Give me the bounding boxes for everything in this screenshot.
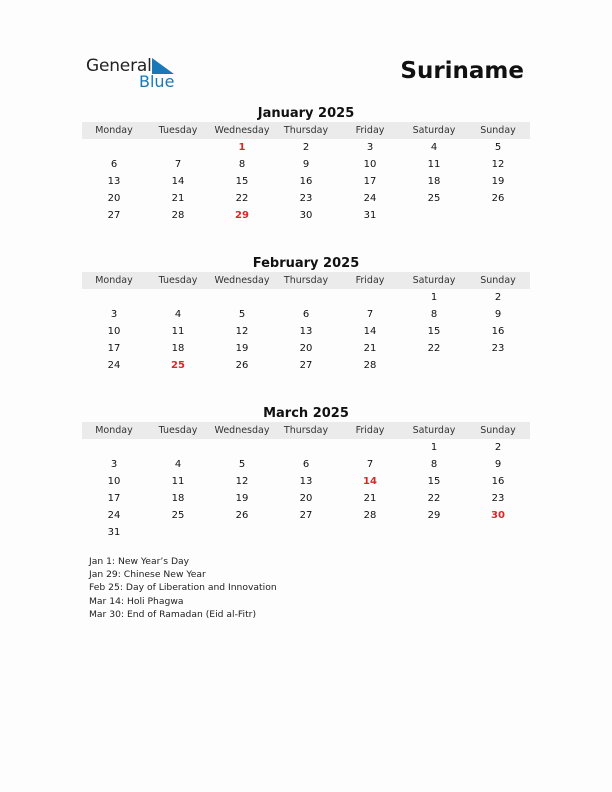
weekday-header: Monday — [82, 122, 146, 139]
month-january — [82, 106, 530, 224]
day-cell: 27 — [107, 210, 121, 221]
empty-day-cell — [338, 289, 402, 306]
day-cell: 25 — [171, 510, 185, 521]
day-cell: 3 — [366, 142, 374, 153]
day-cell: 28 — [363, 360, 377, 371]
day-cell: 27 — [299, 510, 313, 521]
day-cell: 9 — [494, 309, 502, 320]
day-cell: 15 — [235, 176, 249, 187]
day-cell: 8 — [430, 309, 438, 320]
day-cell: 17 — [363, 176, 377, 187]
day-cell: 11 — [171, 326, 185, 337]
empty-day-cell — [82, 139, 146, 156]
day-cell: 18 — [427, 176, 441, 187]
day-cell: 13 — [107, 176, 121, 187]
empty-day-cell — [146, 289, 210, 306]
weekday-header: Sunday — [466, 122, 530, 139]
day-cell: 20 — [299, 343, 313, 354]
day-cell: 4 — [174, 459, 182, 470]
day-cell: 28 — [171, 210, 185, 221]
weekday-header: Wednesday — [210, 122, 274, 139]
day-cell: 14 — [363, 326, 377, 337]
empty-day-cell — [338, 439, 402, 456]
day-cell: 30 — [299, 210, 313, 221]
day-cell: 26 — [235, 360, 249, 371]
holiday-notes — [89, 555, 277, 621]
weekday-header: Friday — [338, 422, 402, 439]
day-cell: 8 — [238, 159, 246, 170]
day-cell: 10 — [363, 159, 377, 170]
day-cell: 1 — [430, 442, 438, 453]
holiday-day-cell: 29 — [235, 210, 249, 221]
day-cell: 10 — [107, 476, 121, 487]
day-cell: 22 — [427, 493, 441, 504]
day-cell: 16 — [491, 326, 505, 337]
logo-word-blue: Blue — [139, 72, 175, 91]
day-cell: 2 — [494, 442, 502, 453]
day-cell: 13 — [299, 326, 313, 337]
day-cell: 31 — [107, 527, 121, 538]
day-cell: 13 — [299, 476, 313, 487]
holiday-note: Feb 25: Day of Liberation and Innovation — [89, 582, 277, 594]
weekday-header: Tuesday — [146, 422, 210, 439]
country-title: Suriname — [400, 58, 524, 84]
day-cell: 10 — [107, 326, 121, 337]
weekday-header: Thursday — [274, 272, 338, 289]
calendar-grid — [82, 122, 530, 224]
day-cell: 6 — [110, 159, 118, 170]
weekday-header: Friday — [338, 272, 402, 289]
logo-word-general: General — [86, 56, 152, 76]
day-cell: 27 — [299, 360, 313, 371]
weekday-header: Tuesday — [146, 122, 210, 139]
weekday-header: Saturday — [402, 122, 466, 139]
empty-day-cell — [82, 439, 146, 456]
day-cell: 4 — [430, 142, 438, 153]
day-cell: 5 — [238, 459, 246, 470]
day-cell: 7 — [366, 459, 374, 470]
day-cell: 6 — [302, 459, 310, 470]
empty-day-cell — [210, 439, 274, 456]
day-cell: 21 — [363, 343, 377, 354]
day-cell: 14 — [171, 176, 185, 187]
day-cell: 12 — [235, 476, 249, 487]
weekday-header: Tuesday — [146, 272, 210, 289]
day-cell: 20 — [107, 193, 121, 204]
day-cell: 5 — [238, 309, 246, 320]
day-cell: 29 — [427, 510, 441, 521]
weekday-header: Wednesday — [210, 272, 274, 289]
month-title: February 2025 — [252, 256, 360, 271]
day-cell: 6 — [302, 309, 310, 320]
month-march — [82, 406, 530, 541]
day-cell: 17 — [107, 343, 121, 354]
day-cell: 18 — [171, 343, 185, 354]
day-cell: 25 — [427, 193, 441, 204]
day-cell: 24 — [107, 510, 121, 521]
day-cell: 16 — [299, 176, 313, 187]
day-cell: 4 — [174, 309, 182, 320]
calendar-grid — [82, 422, 530, 541]
day-cell: 24 — [107, 360, 121, 371]
empty-day-cell — [274, 439, 338, 456]
month-title: March 2025 — [263, 406, 349, 421]
day-cell: 18 — [171, 493, 185, 504]
day-cell: 19 — [235, 343, 249, 354]
day-cell: 19 — [235, 493, 249, 504]
day-cell: 21 — [171, 193, 185, 204]
holiday-day-cell: 25 — [171, 360, 185, 371]
day-cell: 16 — [491, 476, 505, 487]
weekday-header: Thursday — [274, 422, 338, 439]
day-cell: 9 — [494, 459, 502, 470]
day-cell: 17 — [107, 493, 121, 504]
day-cell: 9 — [302, 159, 310, 170]
day-cell: 1 — [430, 292, 438, 303]
day-cell: 21 — [363, 493, 377, 504]
weekday-header: Wednesday — [210, 422, 274, 439]
weekday-header: Sunday — [466, 272, 530, 289]
day-cell: 23 — [491, 493, 505, 504]
day-cell: 3 — [110, 459, 118, 470]
weekday-header: Monday — [82, 422, 146, 439]
day-cell: 20 — [299, 493, 313, 504]
weekday-header: Saturday — [402, 422, 466, 439]
weekday-header: Friday — [338, 122, 402, 139]
holiday-note: Jan 29: Chinese New Year — [89, 569, 206, 581]
day-cell: 12 — [235, 326, 249, 337]
holiday-day-cell: 14 — [363, 476, 377, 487]
day-cell: 22 — [235, 193, 249, 204]
month-title: January 2025 — [257, 106, 355, 121]
day-cell: 15 — [427, 476, 441, 487]
day-cell: 19 — [491, 176, 505, 187]
day-cell: 23 — [299, 193, 313, 204]
holiday-note: Mar 14: Holi Phagwa — [89, 595, 184, 607]
weekday-header: Saturday — [402, 272, 466, 289]
empty-day-cell — [210, 289, 274, 306]
weekday-header: Monday — [82, 272, 146, 289]
day-cell: 7 — [366, 309, 374, 320]
day-cell: 28 — [363, 510, 377, 521]
day-cell: 26 — [235, 510, 249, 521]
day-cell: 26 — [491, 193, 505, 204]
day-cell: 2 — [302, 142, 310, 153]
day-cell: 5 — [494, 142, 502, 153]
day-cell: 11 — [427, 159, 441, 170]
calendar-grid — [82, 272, 530, 374]
day-cell: 8 — [430, 459, 438, 470]
empty-day-cell — [82, 289, 146, 306]
holiday-note: Jan 1: New Year’s Day — [89, 556, 190, 567]
weekday-header: Sunday — [466, 422, 530, 439]
generalblue-logo — [86, 56, 186, 92]
empty-day-cell — [274, 289, 338, 306]
day-cell: 24 — [363, 193, 377, 204]
holiday-note: Mar 30: End of Ramadan (Eid al-Fitr) — [89, 608, 257, 620]
weekday-header: Thursday — [274, 122, 338, 139]
day-cell: 15 — [427, 326, 441, 337]
empty-day-cell — [146, 439, 210, 456]
day-cell: 2 — [494, 292, 502, 303]
holiday-day-cell: 30 — [491, 510, 505, 521]
day-cell: 23 — [491, 343, 505, 354]
month-february — [82, 256, 530, 374]
day-cell: 22 — [427, 343, 441, 354]
empty-day-cell — [146, 139, 210, 156]
day-cell: 12 — [491, 159, 505, 170]
day-cell: 7 — [174, 159, 182, 170]
day-cell: 3 — [110, 309, 118, 320]
day-cell: 31 — [363, 210, 377, 221]
day-cell: 11 — [171, 476, 185, 487]
holiday-day-cell: 1 — [238, 142, 246, 153]
